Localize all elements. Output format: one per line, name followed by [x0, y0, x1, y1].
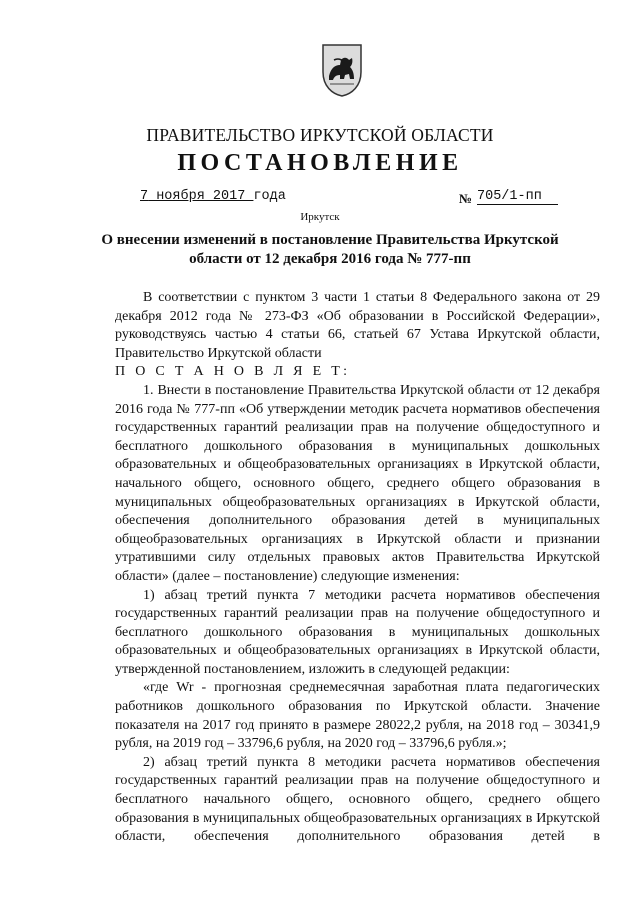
- date-month-year: ноября 2017: [148, 189, 254, 204]
- intro-paragraph: В соответствии с пунктом 3 части 1 статьи 8 Федерального закона от 29 декабря 2012 года № 273-ФЗ «Об образовании в Российской Федерации», руководствуясь частью 4 статьи 66, статьей 67 Устава Иркутской области, Правительство Иркутской области: [115, 290, 600, 361]
- date-suffix: года: [253, 189, 286, 204]
- government-name: ПРАВИТЕЛЬСТВО ИРКУТСКОЙ ОБЛАСТИ: [146, 125, 494, 145]
- city-name: Иркутск: [300, 211, 340, 223]
- item-1-paragraph: 1. Внести в постановление Правительства Иркутской области от 12 декабря 2016 года № 777-пп «Об утверждении методик расчета нормативов обеспечения государственных гарантий реализации прав на получение общедоступного и бесплатного дошкольного образования в муниципальных дошкольных образовательных и общеобразовательных организациях в Иркутской области, начального общего, основного общего, среднего общего образования в муниципальных общеобразовательных организациях в Иркутской области, обеспечения дополнительного образования детей в муниципальных общеобразовательных организациях в Иркутской области и признании утратившими силу отдельных правовых актов Правительства Иркутской области» (далее – постановление) следующие изменения:: [115, 382, 600, 584]
- coat-of-arms-emblem: [320, 42, 364, 98]
- resolves-heading: П О С Т А Н О В Л Я Е Т:: [115, 364, 351, 380]
- number-label: №: [459, 191, 473, 206]
- document-title: О внесении изменений в постановление Правительства Иркутской области от 12 декабря 2016 года № 777-пп: [101, 232, 559, 267]
- date-day: 7: [140, 189, 149, 204]
- subitem-1-paragraph: 1) абзац третий пункта 7 методики расчета нормативов обеспечения государственных гарантий реализации прав на получение общедоступного и бесплатного дошкольного образования в муниципальных дошкольных образовательных и общеобразовательных организациях в Иркутской области, утвержденной постановлением, изложить в следующей редакции:: [115, 587, 600, 677]
- document-body: [115, 289, 600, 847]
- document-type: ПОСТАНОВЛЕНИЕ: [177, 150, 463, 176]
- quoted-text-paragraph: «где Wr - прогнозная среднемесячная заработная плата педагогических работников дошкольного образования по Иркутской области. Значение показателя на 2017 год принято в размере 28022,2 рубля, на 2018 год – 30341,9 рубля, на 2019 год – 33796,6 рубля, на 2020 год – 33796,6 рубля.»;: [115, 680, 600, 752]
- subitem-2-paragraph: 2) абзац третий пункта 8 методики расчета нормативов обеспечения государственных гарантий реализации прав на получение общедоступного и бесплатного начального общего, основного общего, среднего общего образования в муниципальных общеобразовательных организациях в Иркутской области, обеспечения дополнительного образования детей в: [115, 754, 600, 845]
- decree-date: [140, 189, 286, 204]
- decree-number: 705/1-пп: [477, 189, 558, 205]
